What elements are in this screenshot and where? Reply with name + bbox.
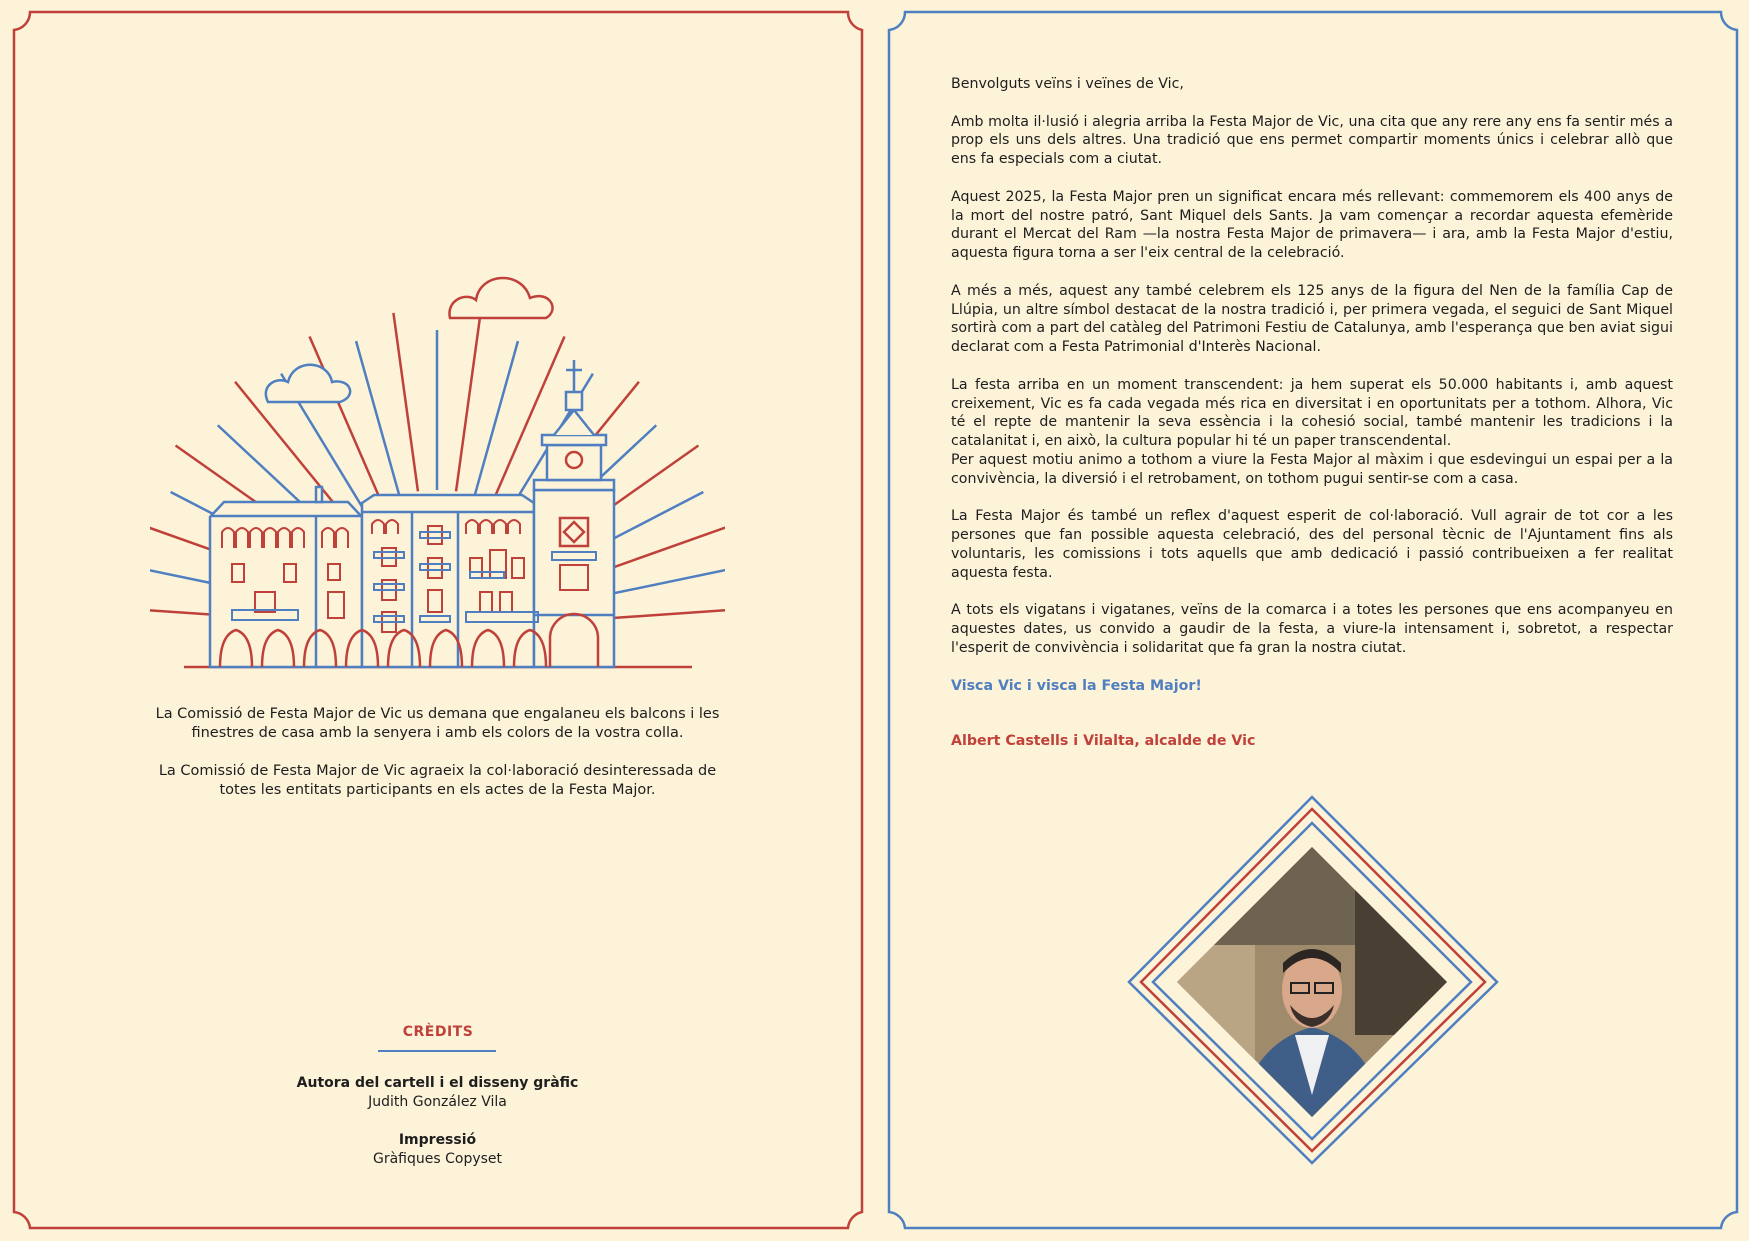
balcony-notice: La Comissió de Festa Major de Vic us demana que engalaneu els balcons i les finestres de casa amb la senyera i amb els colors de la vostra colla. xyxy=(155,706,720,741)
cloud-icon xyxy=(266,365,350,402)
sun-ray xyxy=(310,336,382,501)
credit-name: Judith González Vila xyxy=(368,1094,507,1110)
letter-paragraph: Aquest 2025, la Festa Major pren un significat encara més rellevant: commemorem els 400 anys de la mort del nostre patró, Sant Miquel dels Sants. Ja vam començar a recordar aquesta efemèride durant el Mercat del Ram —la nostra Festa Major de primavera— i ara, amb la Festa Major d'estiu, aquesta figura torna a ser l'eix central de la celebració. xyxy=(951,188,1673,262)
letter-paragraph: A tots els vigatans i vigatanes, veïns de la comarca i a totes les persones que ens acompanyeu en aquestes dates, us convido a gaudir de la festa, a viure-la intensament i, sobretot, a respectar l'esperit de convivència i solidaritat que fa gran la nostra ciutat. xyxy=(951,602,1673,656)
letter-paragraph: Amb molta il·lusió i alegria arriba la Festa Major de Vic, una cita que any rere any ens fa sentir més a prop els uns dels altres. Una tradició que ens permet compartir moments únics i celebrar allò que ens fa especials com a ciutat. xyxy=(951,113,1673,168)
letter-greeting: Benvolguts veïns i veïnes de Vic, xyxy=(951,76,1184,92)
credit-role: Impressió xyxy=(398,1132,477,1148)
sun-ray xyxy=(356,341,399,495)
letter-closing: Visca Vic i visca la Festa Major! xyxy=(951,677,1202,694)
mayor-letter xyxy=(951,75,1673,770)
sun-ray xyxy=(393,313,418,491)
thanks-notice: La Comissió de Festa Major de Vic agraeix la col·laboració desinteressada de totes les entitats participants en els actes de la Festa Major. xyxy=(158,763,717,798)
mayor-portrait xyxy=(1125,795,1500,1165)
letter-paragraph: La Festa Major és també un reflex d'aquest esperit de col·laboració. Vull agrair de tot cor a les persones que fan possible aquesta celebració, des del personal tècnic de l'Ajuntament fins als voluntaris, les comissions i tots aquells que amb dedicació i passió contribueixen a fer realitat aquesta festa. xyxy=(951,508,1673,581)
town-hall-illustration xyxy=(150,160,725,680)
cloud-icon xyxy=(449,278,552,318)
credit-design xyxy=(250,1074,625,1112)
letter-paragraph: La festa arriba en un moment transcendent: ja hem superat els 50.000 habitants i, amb aquest creixement, Vic es fa cada vegada més rica en diversitat i en oportunitats per a tothom. Alhora, Vic té el repte de mantenir la seva essència i la cohesió social, també mantenir les tradicions i la catalanitat i, en això, la cultura popular hi té un paper transcendental. xyxy=(951,376,1673,450)
letter-signature: Albert Castells i Vilalta, alcalde de Vic xyxy=(951,733,1256,750)
letter-paragraph: A més a més, aquest any també celebrem els 125 anys de la figura del Nen de la família Cap de Llúpia, un altre símbol destacat de la nostra tradició i, per primera vegada, el seguici de Sant Miquel sortirà com a part del catàleg del Patrimoni Festiu de Catalunya, amb l'esperança que ben aviat sigui declarat com a Festa Patrimonial d'Interès Nacional. xyxy=(951,282,1673,356)
credit-printing xyxy=(250,1131,625,1169)
credits-divider xyxy=(378,1050,496,1052)
credits-title: CRÈDITS xyxy=(402,1024,474,1040)
sun-ray xyxy=(475,341,518,495)
credit-role: Autora del cartell i el disseny gràfic xyxy=(296,1075,579,1091)
letter-paragraph: Per aquest motiu animo a tothom a viure la Festa Major al màxim i que esdevingui un espai per a la convivència, la diversió i el retrobament, on tothom pugui sentir-se com a casa. xyxy=(951,451,1673,487)
sun-ray xyxy=(456,313,481,491)
credit-name: Gràfiques Copyset xyxy=(372,1151,503,1167)
